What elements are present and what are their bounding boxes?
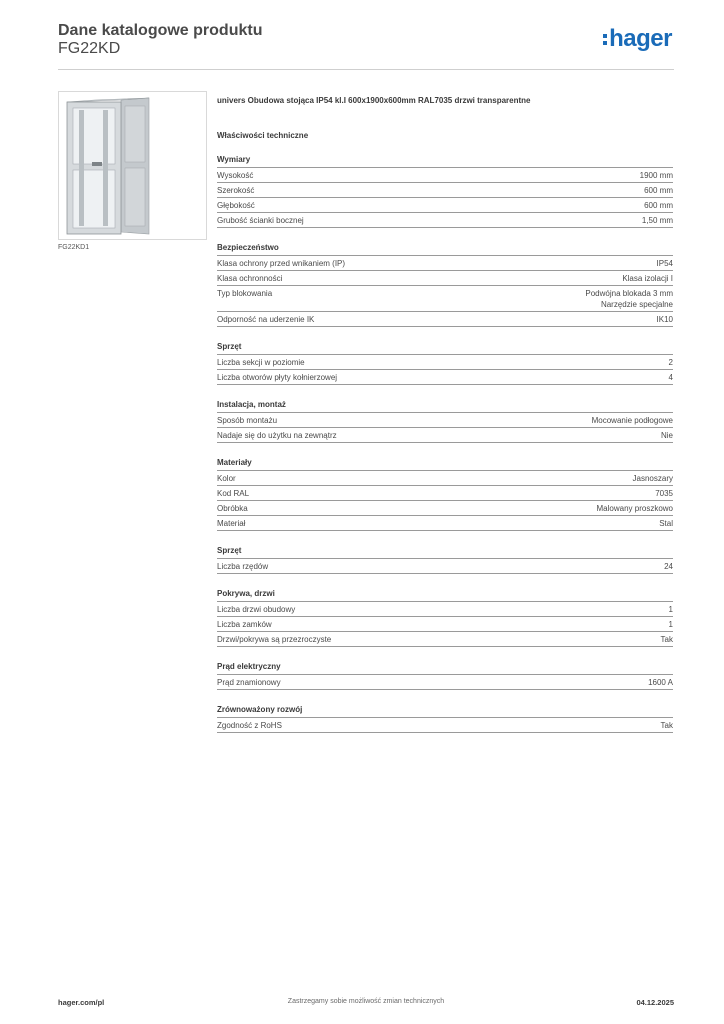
- property-value: [669, 357, 673, 368]
- property-section: [217, 399, 673, 443]
- product-image: [58, 91, 207, 240]
- property-value-line: Narzędzie specjalne: [600, 300, 673, 309]
- logo-dots-icon: [603, 34, 607, 45]
- property-label: Szerokość: [217, 186, 255, 195]
- property-row: [217, 355, 673, 370]
- property-value: [661, 430, 673, 441]
- property-row: [217, 559, 673, 574]
- property-section: [217, 661, 673, 690]
- property-value: [657, 314, 673, 325]
- property-value: [622, 273, 673, 284]
- footer-date: 04.12.2025: [636, 998, 674, 1007]
- property-label: Liczba otworów płyty kołnierzowej: [217, 373, 338, 382]
- page-header: [58, 22, 674, 70]
- property-value-line: 24: [664, 562, 673, 571]
- property-value: [644, 200, 673, 211]
- property-row: [217, 675, 673, 690]
- property-row: [217, 602, 673, 617]
- property-value-line: IP54: [656, 259, 673, 268]
- property-row: [217, 271, 673, 286]
- property-value: [669, 604, 673, 615]
- property-label: Klasa ochrony przed wnikaniem (IP): [217, 259, 346, 268]
- image-caption: FG22KD1: [58, 244, 90, 251]
- property-section: [217, 457, 673, 531]
- logo-text: hager: [609, 25, 672, 52]
- property-label: Wysokość: [217, 171, 254, 180]
- property-value-line: Jasnoszary: [632, 474, 673, 483]
- property-row: [217, 183, 673, 198]
- product-code: FG22KD: [58, 40, 121, 57]
- property-row: [217, 501, 673, 516]
- property-section: [217, 154, 673, 228]
- property-row: [217, 213, 673, 228]
- property-value-line: 4: [668, 373, 673, 382]
- property-label: Grubość ścianki bocznej: [217, 216, 304, 225]
- enclosure-cabinet-icon: [59, 92, 206, 239]
- property-row: [217, 256, 673, 271]
- property-value: [642, 215, 673, 226]
- property-label: Głębokość: [217, 201, 255, 210]
- property-row: [217, 370, 673, 385]
- property-section: [217, 341, 673, 385]
- section-title: Sprzęt: [217, 545, 673, 559]
- property-value: [655, 488, 673, 499]
- property-row: [217, 413, 673, 428]
- hager-logo: [603, 26, 672, 52]
- property-value: [657, 258, 673, 269]
- property-label: Zgodność z RoHS: [217, 721, 282, 730]
- property-value: [669, 619, 673, 630]
- section-title: Materiały: [217, 457, 673, 471]
- property-value: [648, 677, 673, 688]
- property-label: Kod RAL: [217, 489, 250, 498]
- property-sections: [217, 154, 673, 733]
- property-value: [644, 185, 673, 196]
- property-value-line: 1,50 mm: [641, 216, 673, 225]
- section-title: Zrównoważony rozwój: [217, 704, 673, 718]
- property-value-line: 600 mm: [644, 201, 673, 210]
- property-label: Sposób montażu: [217, 416, 278, 425]
- section-title: Sprzęt: [217, 341, 673, 355]
- property-value: [659, 518, 673, 529]
- property-label: Prąd znamionowy: [217, 678, 281, 687]
- property-row: [217, 471, 673, 486]
- footer-website: hager.com/pl: [58, 998, 105, 1007]
- product-description: univers Obudowa stojąca IP54 kl.I 600x1900x600mm RAL7035 drzwi transparentne: [217, 96, 531, 105]
- property-value-line: Malowany proszkowo: [596, 504, 673, 513]
- section-title: Prąd elektryczny: [217, 661, 673, 675]
- property-value: [661, 720, 673, 731]
- property-row: [217, 286, 673, 312]
- property-section: [217, 242, 673, 327]
- property-row: [217, 516, 673, 531]
- property-label: Kolor: [217, 474, 236, 483]
- property-value-line: 1: [668, 620, 673, 629]
- property-value: [585, 288, 673, 310]
- property-row: [217, 198, 673, 213]
- product-details: [217, 95, 673, 733]
- property-value: [597, 503, 673, 514]
- page-title: Dane katalogowe produktu: [58, 22, 263, 39]
- property-label: Drzwi/pokrywa są przezroczyste: [217, 635, 332, 644]
- property-label: Materiał: [217, 519, 246, 528]
- properties-heading: Właściwości techniczne: [217, 131, 309, 140]
- property-label: Obróbka: [217, 504, 248, 513]
- property-value-line: 1900 mm: [639, 171, 673, 180]
- property-value-line: Nie: [660, 431, 673, 440]
- property-label: Liczba sekcji w poziomie: [217, 358, 305, 367]
- property-section: [217, 588, 673, 647]
- property-value-line: IK10: [656, 315, 673, 324]
- property-label: Liczba drzwi obudowy: [217, 605, 296, 614]
- property-value-line: Stal: [659, 519, 673, 528]
- property-value: [640, 170, 673, 181]
- property-value-line: Mocowanie podłogowe: [591, 416, 673, 425]
- section-title: Wymiary: [217, 154, 673, 168]
- property-row: [217, 312, 673, 327]
- property-value-line: 2: [668, 358, 673, 367]
- property-section: [217, 545, 673, 574]
- property-row: [217, 486, 673, 501]
- footer-disclaimer: Zastrzegamy sobie możliwość zmian technicznych: [287, 998, 445, 1005]
- property-label: Liczba zamków: [217, 620, 272, 629]
- property-value: [592, 415, 673, 426]
- property-label: Nadaje się do użytku na zewnątrz: [217, 431, 337, 440]
- property-row: [217, 617, 673, 632]
- property-value: [669, 372, 673, 383]
- property-value-line: 7035: [655, 489, 673, 498]
- property-value: [633, 473, 673, 484]
- property-value-line: 600 mm: [644, 186, 673, 195]
- property-row: [217, 632, 673, 647]
- property-section: [217, 704, 673, 733]
- property-label: Liczba rzędów: [217, 562, 269, 571]
- property-row: [217, 168, 673, 183]
- property-value-line: Tak: [660, 635, 673, 644]
- section-title: Bezpieczeństwo: [217, 242, 673, 256]
- property-row: [217, 428, 673, 443]
- property-value-line: 1: [668, 605, 673, 614]
- property-value-line: Podwójna blokada 3 mm: [585, 289, 673, 298]
- property-label: Odporność na uderzenie IK: [217, 315, 315, 324]
- property-label: Typ blokowania: [217, 289, 273, 298]
- section-title: Instalacja, montaż: [217, 399, 673, 413]
- property-value: [661, 634, 673, 645]
- property-value-line: 1600 A: [648, 678, 673, 687]
- property-label: Klasa ochronności: [217, 274, 283, 283]
- property-value-line: Klasa izolacji I: [622, 274, 673, 283]
- page-footer: [58, 998, 674, 1010]
- property-value-line: Tak: [660, 721, 673, 730]
- property-row: [217, 718, 673, 733]
- section-title: Pokrywa, drzwi: [217, 588, 673, 602]
- property-value: [664, 561, 673, 572]
